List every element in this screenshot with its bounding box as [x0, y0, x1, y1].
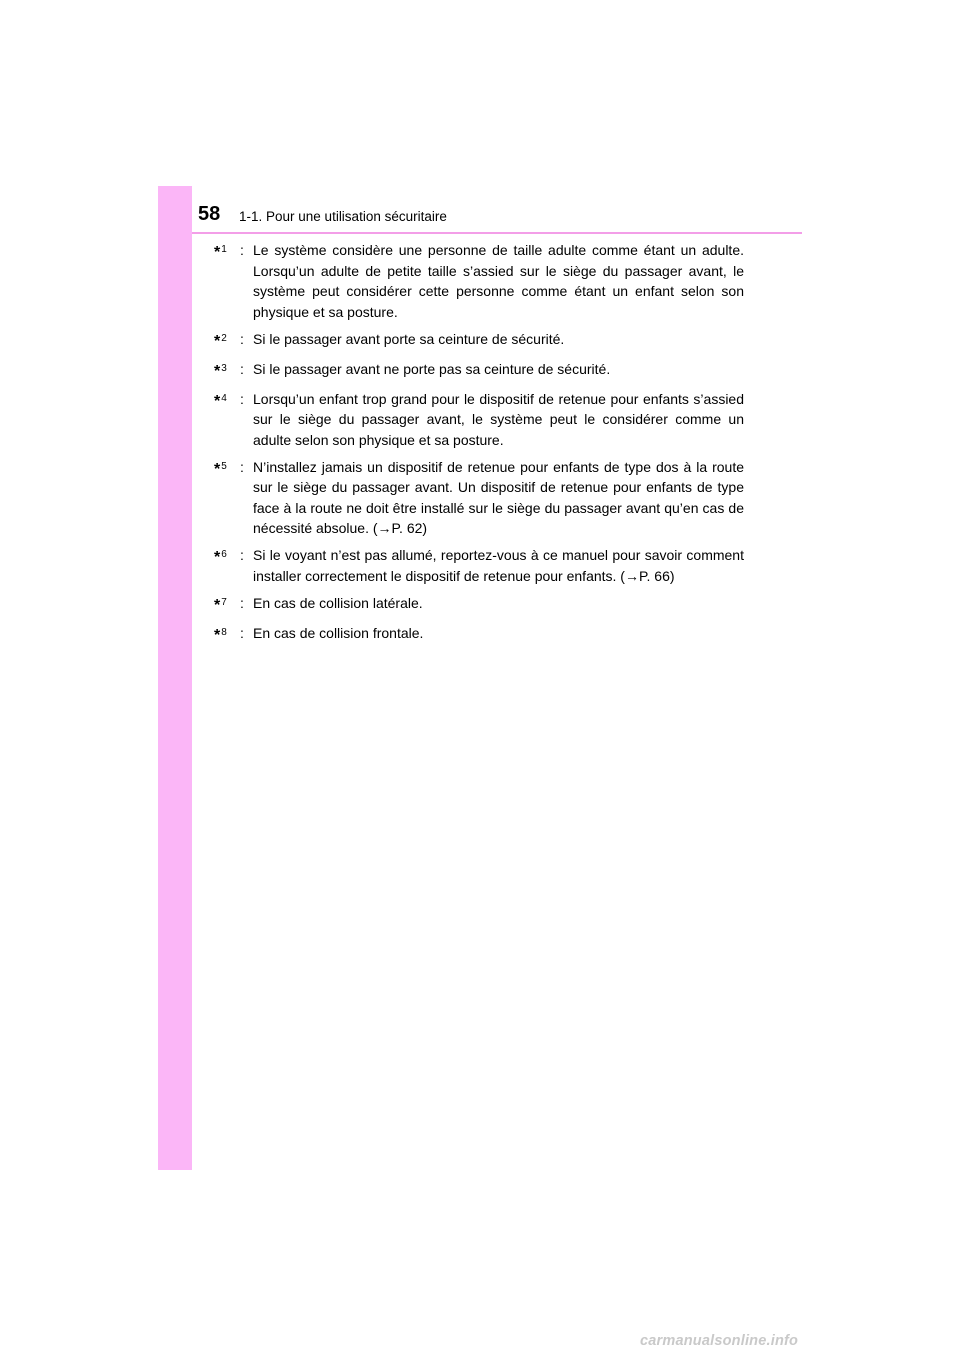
footnote-text: Si le passager avant ne porte pas sa ceinture de sécurité.	[253, 360, 611, 377]
footnote-marker: *$^3$	[214, 362, 227, 380]
page-header	[198, 203, 802, 229]
footnote-item	[214, 329, 744, 353]
footnote-text: Lorsqu’un enfant trop grand pour le dispositif de retenue pour enfants s’assied sur le siège du passager avant, le système peut le considérer comme un adulte selon son physique et sa posture.	[253, 390, 744, 448]
footnote-marker: *$^6$	[214, 549, 227, 566]
footnote-colon: :	[240, 390, 244, 407]
footnote-item	[214, 593, 744, 617]
footnote-marker: *$^7$	[214, 596, 227, 614]
page-number: 58	[198, 203, 221, 225]
footnote-colon: :	[240, 242, 244, 258]
footnote-text: Le système considère une personne de taille adulte comme étant un adulte. Lorsqu’un adulte de petite taille s’assied sur le siège du passager avant, le système peut considérer cette personne comme étant un enfant selon son physique et sa posture.	[253, 242, 744, 320]
footnote-text: Si le voyant n’est pas allumé, reportez-vous à ce manuel pour savoir comment installer correctement le dispositif de retenue pour enfants. (→P. 66)	[253, 547, 744, 584]
footnote-item	[214, 545, 744, 586]
footnote-colon: :	[240, 624, 244, 641]
section-title: 1-1. Pour une utilisation sécuritaire	[239, 209, 447, 224]
footnote-text: En cas de collision frontale.	[253, 624, 424, 641]
footnote-item	[214, 240, 744, 322]
side-color-band	[158, 186, 192, 1170]
footnote-colon: :	[240, 458, 244, 475]
footnote-text: En cas de collision latérale.	[253, 594, 423, 611]
footnote-colon: :	[240, 547, 244, 563]
footnote-marker: *$^8$	[214, 626, 227, 644]
footnote-marker: *$^2$	[214, 332, 227, 350]
footnote-item	[214, 359, 744, 383]
watermark: carmanualsonline.info	[640, 1333, 799, 1349]
footnote-colon: :	[240, 594, 244, 611]
header-divider	[192, 232, 802, 234]
footnote-marker: *$^4$	[214, 392, 227, 410]
footnote-item	[214, 457, 744, 539]
footnote-text: Si le passager avant porte sa ceinture de sécurité.	[253, 330, 565, 347]
footnote-item	[214, 389, 744, 451]
footnote-marker: *$^1$	[214, 244, 227, 261]
footnote-colon: :	[240, 360, 244, 377]
footnote-item	[214, 623, 744, 647]
footnote-colon: :	[240, 330, 244, 347]
footnote-text: N’installez jamais un dispositif de retenue pour enfants de type dos à la route sur le siège du passager avant. Un dispositif de retenue pour enfants de type face à la route ne doit être installé sur le siège du passager avant qu’en cas de nécessité absolue. (→P. 62)	[253, 458, 744, 536]
footnote-list	[214, 240, 744, 653]
footnote-marker: *$^5$	[214, 460, 227, 478]
